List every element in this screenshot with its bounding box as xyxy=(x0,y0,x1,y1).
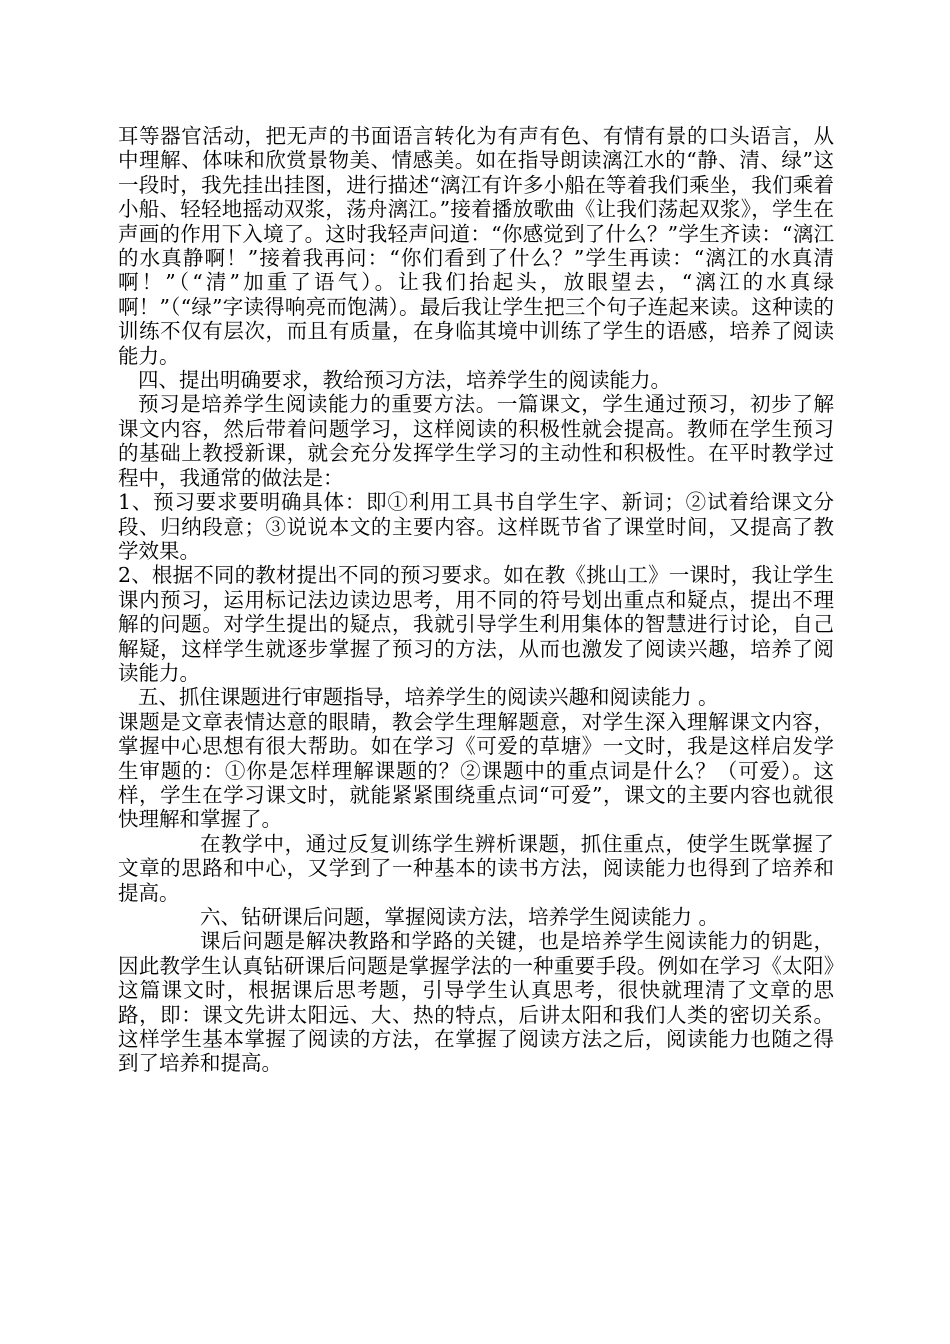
paragraph-preview-point-1: 1、预习要求要明确具体：即①利用工具书自学生字、新词；②试着给课文分段、归纳段意；③说说本文的主要内容。这样既节省了课堂时间，又提高了教学效果。 xyxy=(118,490,834,563)
document-body xyxy=(118,124,834,1076)
section-heading-five: 五、抓住课题进行审题指导，培养学生的阅读兴趣和阅读能力 。 xyxy=(138,685,719,710)
section-heading-six: 六、钻研课后问题，掌握阅读方法，培养学生阅读能力 。 xyxy=(200,905,720,929)
paragraph-reading-aloud: 耳等器官活动，把无声的书面语言转化为有声有色、有情有景的口头语言，从中理解、体味和欣赏景物美、情感美。如在指导朗读漓江水的“静、清、绿”这一段时，我先挂出挂图，进行描述“漓江有许多小船在等着我们乘坐，我们乘着小船、轻轻地摇动双浆，荡舟漓江。”接着播放歌曲《让我们荡起双浆》，学生在声画的作用下入境了。这时我轻声问道：“你感觉到了什么？”学生齐读：“漓江的水真静啊！”接着我再问：“你们看到了什么？”学生再读：“漓江的水真清啊！”（“清”加重了语气）。让我们抬起头，放眼望去，“漓江的水真绿啊！”（“绿”字读得响亮而饱满）。最后我让学生把三个句子连起来读。这种读的训练不仅有层次，而且有质量，在身临其境中训练了学生的语感，培养了阅读能力。 xyxy=(118,124,834,368)
paragraph-preview-point-2: 2、根据不同的教材提出不同的预习要求。如在教《挑山工》一课时，我让学生课内预习，运用标记法边读边思考，用不同的符号划出重点和疑点，提出不理解的问题。对学生提出的疑点，我就引导学生利用集体的智慧进行讨论，自己解疑，这样学生就逐步掌握了预习的方法，从而也激发了阅读兴趣，培养了阅读能力。 xyxy=(118,563,834,685)
section-heading-four: 四、提出明确要求，教给预习方法，培养学生的阅读能力。 xyxy=(138,368,671,393)
paragraph-title-guidance: 课题是文章表情达意的眼睛，教会学生理解题意，对学生深入理解课文内容，掌握中心思想有很大帮助。如在学习《可爱的草塘》一文时，我是这样启发学生审题的：①你是怎样理解课题的？②课题中的重点词是什么？（可爱）。这样，学生在学习课文时，就能紧紧围绕重点词“可爱”，课文的主要内容也就很快理解和掌握了。 xyxy=(118,709,834,832)
paragraph-title-training: 在教学中，通过反复训练学生辨析课题，抓住重点，使学生既掌握了文章的思路和中心，又学到了一种基本的读书方法，阅读能力也得到了培养和提高。 xyxy=(118,831,834,905)
paragraph-preview-method: 预习是培养学生阅读能力的重要方法。一篇课文，学生通过预习，初步了解课文内容，然后带着问题学习，这样阅读的积极性就会提高。教师在学生预习的基础上教授新课，就会充分发挥学生学习的主动性和积极性。在平时教学过程中，我通常的做法是： xyxy=(118,392,834,490)
paragraph-after-class-questions: 课后问题是解决教路和学路的关键，也是培养学生阅读能力的钥匙，因此教学生认真钻研课后问题是掌握学法的一种重要手段。例如在学习《太阳》这篇课文时，根据课后思考题，引导学生认真思考，很快就理清了文章的思路，即：课文先讲太阳远、大、热的特点，后讲太阳和我们人类的密切关系。这样学生基本掌握了阅读的方法，在掌握了阅读方法之后，阅读能力也随之得到了培养和提高。 xyxy=(118,929,834,1076)
